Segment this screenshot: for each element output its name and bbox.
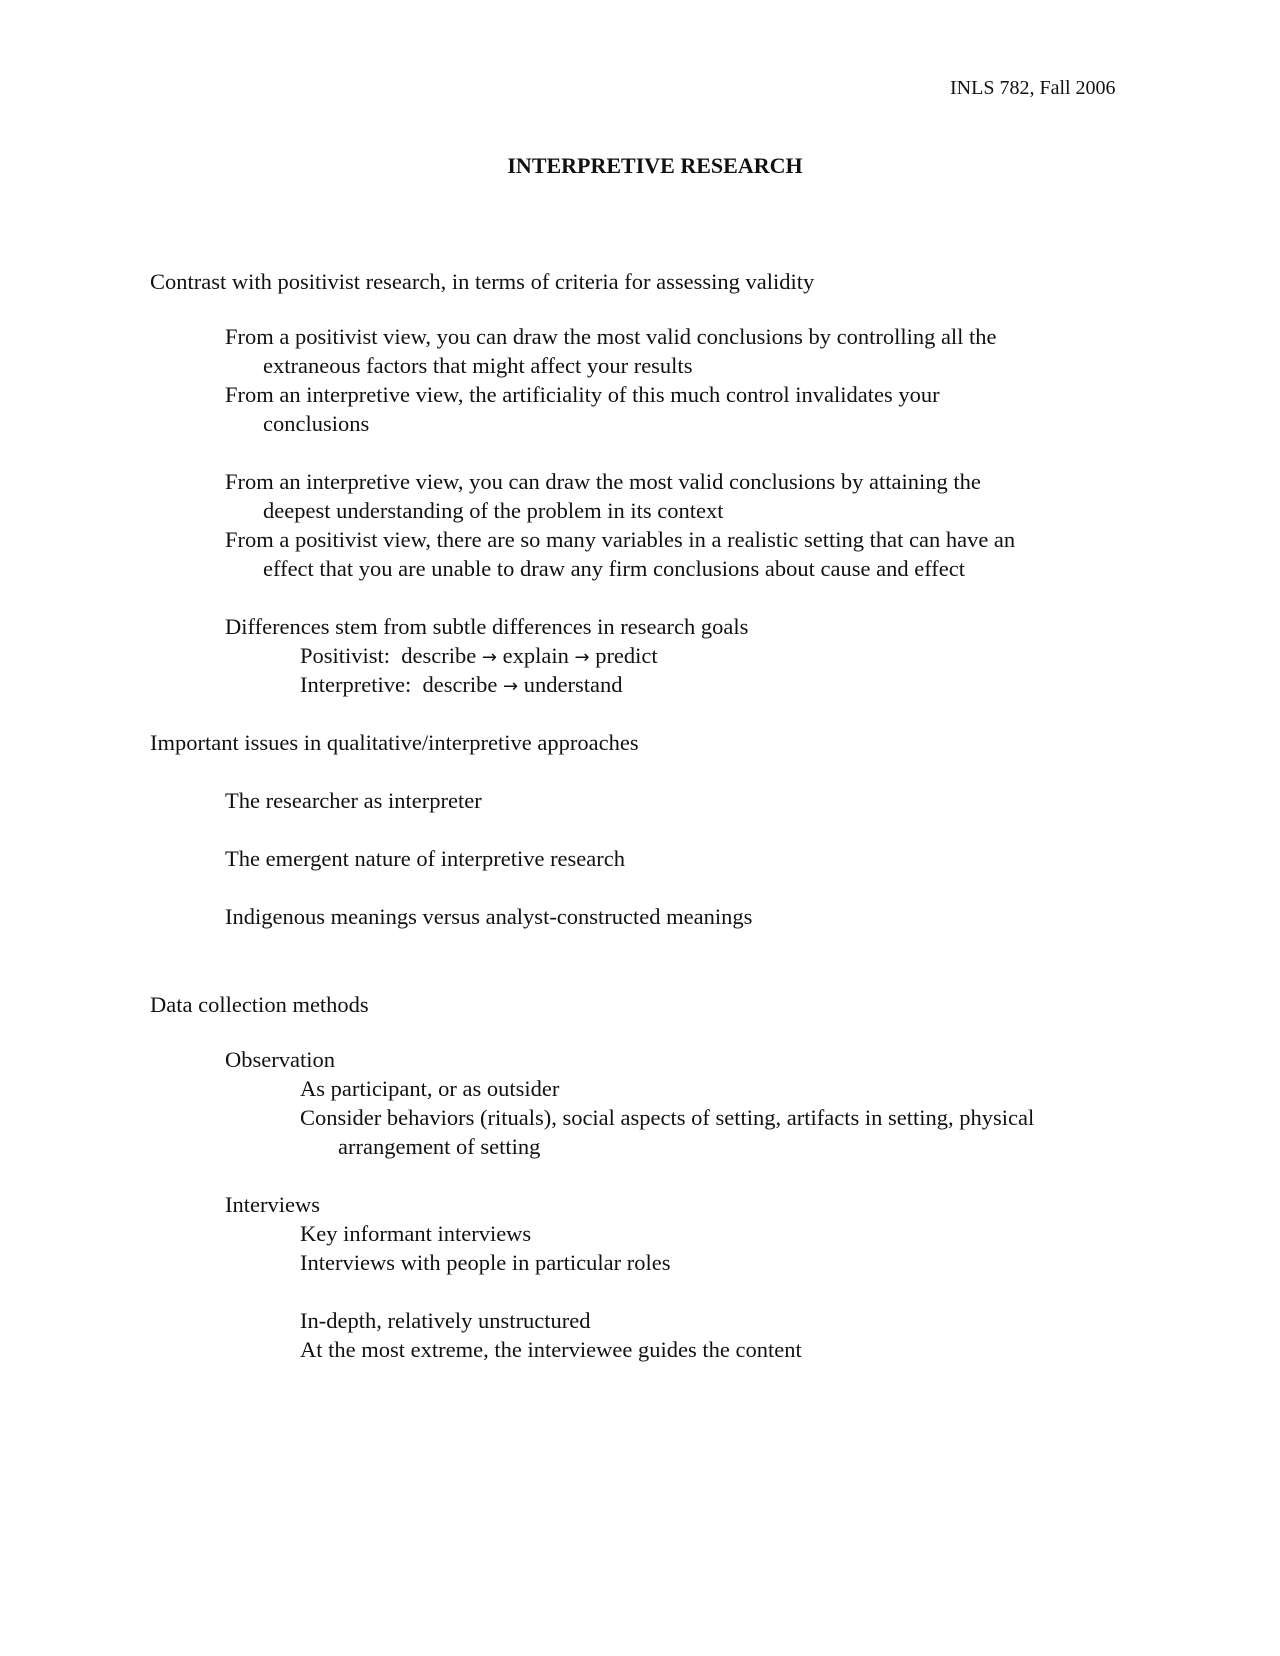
- paragraph-positivist-control: From a positivist view, you can draw the most valid conclusions by controlling all the: [225, 324, 997, 349]
- issue-item: The emergent nature of interpretive research: [225, 846, 626, 871]
- paragraph-interpretive-understanding-cont: deepest understanding of the problem in its context: [263, 498, 724, 523]
- section-heading-issues: Important issues in qualitative/interpretive approaches: [150, 730, 639, 755]
- goal-understand: understand: [523, 672, 623, 697]
- paragraph-interpretive-understanding: From an interpretive view, you can draw the most valid conclusions by attaining the: [225, 469, 981, 494]
- paragraph-interpretive-artificiality: From an interpretive view, the artificiality of this much control invalidates your: [225, 382, 940, 407]
- observation-item-cont: arrangement of setting: [338, 1134, 541, 1159]
- interpretive-label: Interpretive:: [300, 672, 412, 697]
- observation-item: As participant, or as outsider: [300, 1076, 560, 1101]
- issue-item: Indigenous meanings versus analyst-constructed meanings: [225, 904, 753, 929]
- interview-item: Key informant interviews: [300, 1221, 532, 1246]
- positivist-label: Positivist:: [300, 643, 391, 668]
- interview-item: In-depth, relatively unstructured: [300, 1308, 591, 1333]
- paragraph-positivist-variables-cont: effect that you are unable to draw any firm conclusions about cause and effect: [263, 556, 966, 581]
- paragraph-interpretive-artificiality-cont: conclusions: [263, 411, 370, 436]
- interview-item: At the most extreme, the interviewee guides the content: [300, 1337, 802, 1362]
- issue-item: The researcher as interpreter: [225, 788, 482, 813]
- positivist-goals: [300, 641, 658, 672]
- paragraph-positivist-control-cont: extraneous factors that might affect your results: [263, 353, 693, 378]
- section-heading-data-collection: Data collection methods: [150, 992, 369, 1017]
- interview-item: Interviews with people in particular roles: [300, 1250, 671, 1275]
- goal-describe: describe: [422, 672, 498, 697]
- method-interviews: Interviews: [225, 1192, 320, 1217]
- goal-describe: describe: [401, 643, 477, 668]
- paragraph-positivist-variables: From a positivist view, there are so many variables in a realistic setting that can have an: [225, 527, 1016, 552]
- interpretive-goals: [300, 670, 623, 701]
- section-heading-contrast: Contrast with positivist research, in terms of criteria for assessing validity: [150, 269, 815, 294]
- method-observation: Observation: [225, 1047, 335, 1072]
- arrow-icon: →: [574, 647, 590, 668]
- observation-item: Consider behaviors (rituals), social aspects of setting, artifacts in setting, physical: [300, 1105, 1035, 1130]
- differences-heading: Differences stem from subtle differences in research goals: [225, 614, 749, 639]
- arrow-icon: →: [503, 676, 519, 697]
- goal-explain: explain: [502, 643, 569, 668]
- page-title: INTERPRETIVE RESEARCH: [507, 153, 803, 178]
- arrow-icon: →: [481, 647, 497, 668]
- goal-predict: predict: [595, 643, 658, 668]
- course-header: INLS 782, Fall 2006: [950, 77, 1116, 99]
